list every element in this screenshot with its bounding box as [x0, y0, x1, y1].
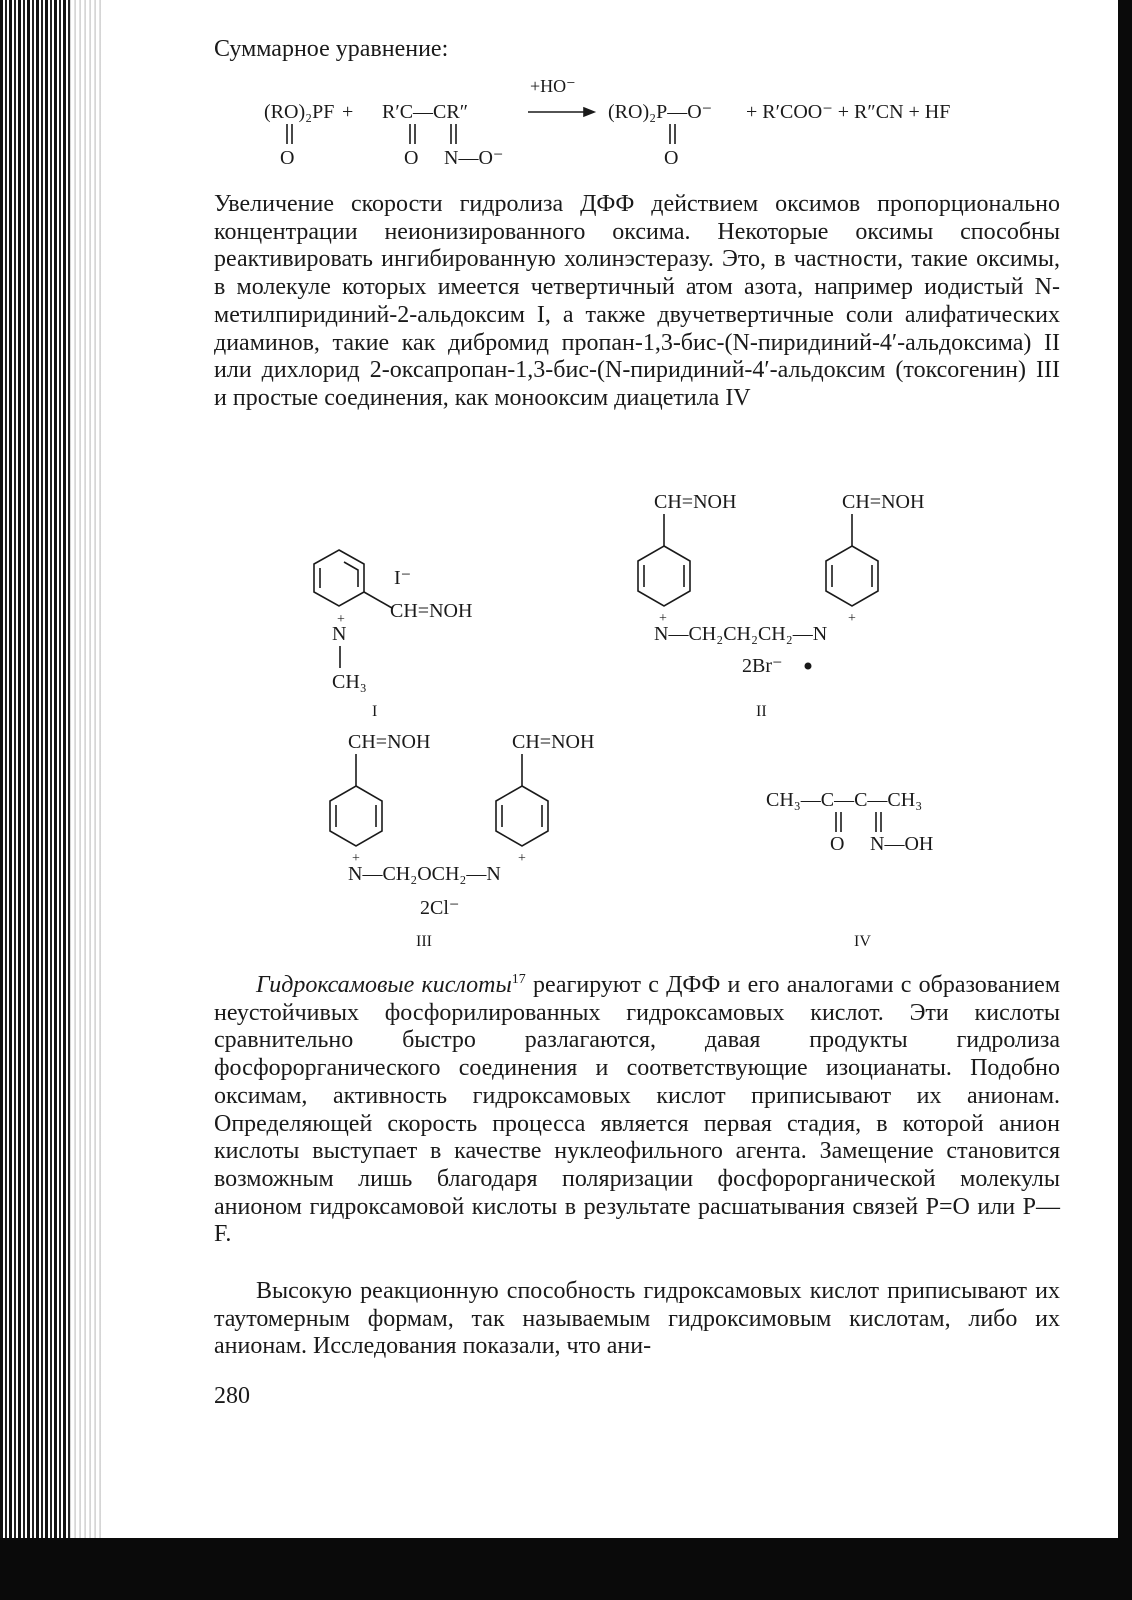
structure-II: [638, 491, 924, 720]
reference-17: 17: [511, 972, 526, 987]
s3-bridge: N—CH₂OCH₂—N: [348, 863, 501, 885]
eq-reactant2-nitrogen: N—O⁻: [444, 147, 504, 169]
s4-label: IV: [854, 933, 871, 950]
s3-plus-left: +: [352, 851, 360, 866]
s1-iodide: I⁻: [394, 567, 412, 589]
s3-counterion: 2Cl⁻: [420, 897, 460, 919]
hydroxamic-term: Гидроксамовые кислоты: [256, 972, 512, 998]
s3-label: III: [416, 933, 432, 950]
s3-oxime-right: CH=NOH: [512, 731, 595, 753]
s4-chain: CH₃—C—C—CH₃: [766, 789, 923, 811]
book-spine: [0, 0, 70, 1600]
eq-reactant1: (RO)₂PF: [264, 101, 335, 123]
paragraph-hydroxamic-text: реагируют с ДФФ и его аналогами с образованием неустойчивых фосфорилированных гидроксамовых кислот. Эти кислоты сравнительно быстро разлагаются, давая продукты гидролиза фосфорорганического соединения и соответствующие изоцианаты. Подобно оксимам, активность гидроксамовых кислот приписывают их анионам. Определяющей скорость процесса является первая стадия, в которой анион кислоты выступает в качестве нуклеофильного агента. Замещение становится возможным лишь благодаря поляризации фосфорорганической молекулы анионом гидроксамовой кислоты в результате расшатывания связей Р=О или Р—F.: [214, 972, 1061, 1248]
eq-reagent: +HO⁻: [530, 76, 576, 96]
s4-noh: N—OH: [870, 833, 934, 855]
s3-ring-right: [496, 786, 548, 846]
structure-IV: [766, 789, 933, 950]
s2-oxime-right: CH=NOH: [842, 491, 925, 513]
eq-product1-oxygen: O: [664, 147, 679, 169]
s2-label: II: [756, 703, 767, 720]
s1-bond-to-oxime: [364, 592, 392, 608]
paragraph-tautomers: Высокую реакционную способность гидроксамовых кислот приписывают их таутомерным формам, так называемым гидроксимовым кислотам, либо их анионам. Исследования показали, что ани-: [214, 1278, 1060, 1360]
structures-figure: [214, 480, 1034, 960]
eq-product1: (RO)₂P—O⁻: [608, 101, 713, 123]
s3-plus-right: +: [518, 851, 526, 866]
eq-plus: +: [342, 101, 354, 123]
scan-right-edge: [1118, 0, 1132, 1538]
s2-oxime-left: CH=NOH: [654, 491, 737, 513]
paragraph-hydroxamic: [214, 972, 1060, 1249]
structure-I: [314, 550, 472, 720]
s4-oxygen: O: [830, 833, 845, 855]
eq-reactant1-oxygen: O: [280, 147, 295, 169]
s2-plus-left: +: [659, 611, 667, 626]
s2-dot: [805, 663, 812, 670]
eq-arrow-head: [584, 108, 594, 116]
s2-bridge: N—CH₂CH₂CH₂—N: [654, 623, 828, 645]
s2-counterion: 2Br⁻: [742, 655, 783, 677]
summary-equation: [214, 72, 1034, 172]
s1-nitrogen: N: [332, 623, 347, 645]
summary-heading: Суммарное уравнение:: [214, 36, 449, 62]
s1-methyl: CH₃: [332, 671, 367, 693]
s1-inner-bond: [344, 562, 358, 587]
page-number: 280: [214, 1383, 250, 1409]
s1-pyridine-ring: [314, 550, 364, 606]
eq-reactant2-oxygen: O: [404, 147, 419, 169]
paragraph-oximes: Увеличение скорости гидролиза ДФФ действием оксимов пропорционально концентрации неионизированного оксима. Некоторые оксимы способны реактивировать ингибированную холинэстеразу. Это, в частности, такие оксимы, в молекуле которых имеется четвертичный атом азота, например иодистый N-метилпиридиний-2-альдоксим I, а также двучетвертичные соли алифатических диаминов, такие как дибромид пропан-1,3-бис-(N-пиридиний-4′-альдоксима) II или дихлорид 2-оксапропан-1,3-бис-(N-пиридиний-4′-альдоксим (токсогенин) III и простые соединения, как монооксим диацетила IV: [214, 191, 1060, 411]
eq-reactant2: R′C—CR″: [382, 101, 469, 123]
s2-ring-right: [826, 546, 878, 606]
page-edge-shadow: [70, 0, 104, 1600]
eq-products-rest: + R′COO⁻ + R″CN + HF: [746, 101, 951, 123]
structure-III: [330, 731, 594, 950]
s2-plus-right: +: [848, 611, 856, 626]
s1-oxime: CH=NOH: [390, 600, 473, 622]
s2-ring-left: [638, 546, 690, 606]
s1-plus: +: [337, 612, 345, 627]
s1-label: I: [372, 703, 378, 720]
scan-bottom-edge: [0, 1538, 1132, 1600]
s3-ring-left: [330, 786, 382, 846]
s3-oxime-left: CH=NOH: [348, 731, 431, 753]
